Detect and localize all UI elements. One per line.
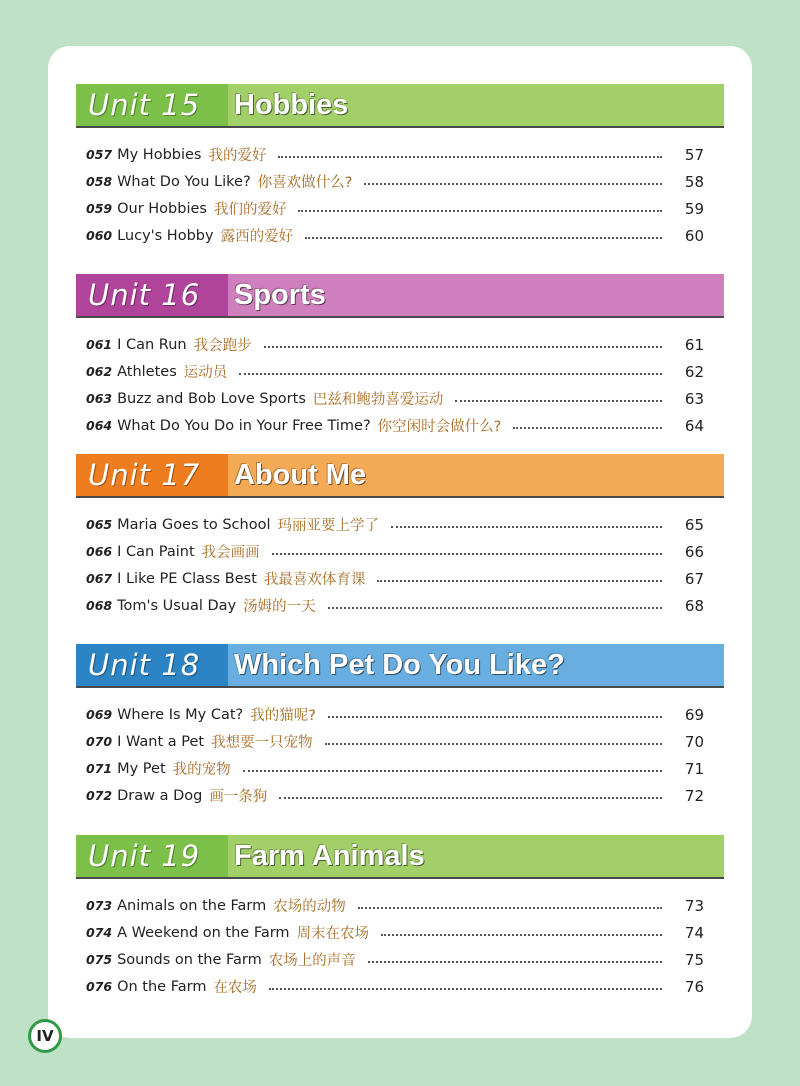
unit-number: Unit 18 xyxy=(76,644,228,686)
lesson-page: 71 xyxy=(684,759,704,778)
lesson-page: 74 xyxy=(684,923,704,942)
lesson-title-en: My Pet xyxy=(117,760,166,777)
lesson-number: 057 xyxy=(86,147,113,162)
lesson-entry[interactable] xyxy=(76,782,724,809)
lesson-page: 66 xyxy=(684,542,704,561)
lesson-entry[interactable] xyxy=(76,331,724,358)
dot-leader xyxy=(269,988,662,990)
lesson-number: 058 xyxy=(86,174,113,189)
lesson-title-en: Animals on the Farm xyxy=(117,897,267,914)
unit-title: About Me xyxy=(228,454,724,496)
unit-section xyxy=(76,84,724,249)
lesson-number: 073 xyxy=(86,898,113,913)
lesson-title-en: A Weekend on the Farm xyxy=(117,924,290,941)
lesson-title-en: My Hobbies xyxy=(117,146,202,163)
lesson-page: 63 xyxy=(684,389,704,408)
unit-section xyxy=(76,835,724,1000)
lesson-title-en: Where Is My Cat? xyxy=(117,706,244,723)
unit-title: Farm Animals xyxy=(228,835,724,877)
lesson-entry[interactable] xyxy=(76,946,724,973)
lesson-entry[interactable] xyxy=(76,892,724,919)
unit-header xyxy=(76,454,724,498)
dot-leader xyxy=(239,373,662,375)
unit-section xyxy=(76,274,724,439)
lesson-title-en: Athletes xyxy=(117,363,177,380)
lesson-entry[interactable] xyxy=(76,141,724,168)
lesson-entry[interactable] xyxy=(76,565,724,592)
lesson-number: 061 xyxy=(86,337,113,352)
dot-leader xyxy=(305,237,662,239)
dot-leader xyxy=(364,183,662,185)
lesson-number: 060 xyxy=(86,228,113,243)
lesson-entry[interactable] xyxy=(76,701,724,728)
lesson-title-cn: 我想要一只宠物 xyxy=(211,735,313,751)
lesson-entry[interactable] xyxy=(76,538,724,565)
lesson-number: 067 xyxy=(86,571,113,586)
lesson-title-en: I Can Run xyxy=(117,336,187,353)
lesson-number: 074 xyxy=(86,925,113,940)
lesson-page: 65 xyxy=(684,515,704,534)
lesson-page: 67 xyxy=(684,569,704,588)
unit-number: Unit 19 xyxy=(76,835,228,877)
lesson-number: 066 xyxy=(86,544,113,559)
lesson-number: 059 xyxy=(86,201,113,216)
dot-leader xyxy=(325,743,662,745)
lesson-page: 69 xyxy=(684,705,704,724)
lesson-entry[interactable] xyxy=(76,728,724,755)
lesson-page: 61 xyxy=(684,335,704,354)
dot-leader xyxy=(391,526,662,528)
dot-leader xyxy=(377,580,662,582)
lesson-title-cn: 农场上的声音 xyxy=(268,953,356,969)
dot-leader xyxy=(513,427,662,429)
lesson-entry[interactable] xyxy=(76,168,724,195)
lesson-number: 064 xyxy=(86,418,113,433)
dot-leader xyxy=(455,400,662,402)
lesson-title-en: Sounds on the Farm xyxy=(117,951,262,968)
lesson-title-cn: 你空闲时会做什么? xyxy=(377,419,502,435)
lesson-title-en: Lucy's Hobby xyxy=(117,227,214,244)
dot-leader xyxy=(243,770,662,772)
unit-title: Which Pet Do You Like? xyxy=(228,644,724,686)
lesson-number: 070 xyxy=(86,734,113,749)
dot-leader xyxy=(328,716,662,718)
lesson-page: 75 xyxy=(684,950,704,969)
lesson-number: 072 xyxy=(86,788,113,803)
lesson-title-cn: 玛丽亚要上学了 xyxy=(277,518,379,534)
dot-leader xyxy=(278,156,662,158)
lesson-title-en: What Do You Do in Your Free Time? xyxy=(117,417,371,434)
unit-title: Sports xyxy=(228,274,724,316)
lesson-title-cn: 我最喜欢体育课 xyxy=(263,572,366,588)
lesson-title-en: Buzz and Bob Love Sports xyxy=(117,390,306,407)
lesson-page: 73 xyxy=(684,896,704,915)
dot-leader xyxy=(272,553,662,555)
dot-leader xyxy=(368,961,662,963)
lesson-title-cn: 我的猫呢? xyxy=(250,708,316,724)
dot-leader xyxy=(328,607,662,609)
lesson-page: 70 xyxy=(684,732,704,751)
lesson-title-cn: 我的爱好 xyxy=(208,148,267,164)
lesson-title-cn: 画一条狗 xyxy=(209,789,268,805)
lesson-entry[interactable] xyxy=(76,222,724,249)
lesson-entry[interactable] xyxy=(76,195,724,222)
unit-number: Unit 17 xyxy=(76,454,228,496)
lesson-number: 076 xyxy=(86,979,113,994)
lesson-title-cn: 我会跑步 xyxy=(193,338,252,354)
lesson-title-en: I Want a Pet xyxy=(117,733,205,750)
lesson-number: 069 xyxy=(86,707,113,722)
unit-number: Unit 15 xyxy=(76,84,228,126)
lesson-title-cn: 在农场 xyxy=(213,980,257,996)
lesson-title-en: Maria Goes to School xyxy=(117,516,271,533)
lesson-entry[interactable] xyxy=(76,973,724,1000)
lesson-title-cn: 我的宠物 xyxy=(172,762,231,778)
lesson-title-cn: 运动员 xyxy=(183,365,228,381)
unit-header xyxy=(76,644,724,688)
lesson-page: 64 xyxy=(684,416,704,435)
lesson-page: 72 xyxy=(684,786,704,805)
lesson-page: 58 xyxy=(684,172,704,191)
lesson-title-en: Our Hobbies xyxy=(117,200,207,217)
dot-leader xyxy=(381,934,662,936)
lesson-title-en: Tom's Usual Day xyxy=(117,597,237,614)
unit-title: Hobbies xyxy=(228,84,724,126)
lesson-title-en: What Do You Like? xyxy=(117,173,251,190)
lesson-page: 68 xyxy=(684,596,704,615)
unit-header xyxy=(76,835,724,879)
lesson-title-en: Draw a Dog xyxy=(117,787,203,804)
lesson-entry[interactable] xyxy=(76,919,724,946)
lesson-title-cn: 周末在农场 xyxy=(296,926,370,942)
lesson-page: 60 xyxy=(684,226,704,245)
lesson-page: 57 xyxy=(684,145,704,164)
lesson-title-en: On the Farm xyxy=(117,978,207,995)
dot-leader xyxy=(279,797,662,799)
lesson-entry[interactable] xyxy=(76,412,724,439)
page-number-badge: IV xyxy=(28,1019,62,1053)
lesson-number: 068 xyxy=(86,598,113,613)
lesson-title-en: I Like PE Class Best xyxy=(117,570,257,587)
lesson-entry[interactable] xyxy=(76,385,724,412)
lesson-page: 76 xyxy=(684,977,704,996)
lesson-title-cn: 巴兹和鲍勃喜爱运动 xyxy=(312,392,444,408)
unit-header xyxy=(76,84,724,128)
lesson-title-en: I Can Paint xyxy=(117,543,195,560)
dot-leader xyxy=(358,907,662,909)
unit-header xyxy=(76,274,724,318)
lesson-entry[interactable] xyxy=(76,592,724,619)
lesson-title-cn: 你喜欢做什么? xyxy=(257,175,353,191)
dot-leader xyxy=(298,210,662,212)
lesson-title-cn: 汤姆的一天 xyxy=(243,599,316,615)
lesson-number: 065 xyxy=(86,517,113,532)
unit-number: Unit 16 xyxy=(76,274,228,316)
lesson-title-cn: 我们的爱好 xyxy=(213,202,287,218)
lesson-number: 063 xyxy=(86,391,113,406)
lesson-number: 075 xyxy=(86,952,113,967)
lesson-entry[interactable] xyxy=(76,511,724,538)
lesson-page: 59 xyxy=(684,199,704,218)
lesson-entry[interactable] xyxy=(76,755,724,782)
toc-page xyxy=(48,46,752,1038)
lesson-page: 62 xyxy=(684,362,704,381)
lesson-number: 071 xyxy=(86,761,113,776)
unit-section xyxy=(76,644,724,809)
unit-section xyxy=(76,454,724,619)
lesson-title-cn: 我会画画 xyxy=(201,545,260,561)
lesson-title-cn: 露西的爱好 xyxy=(220,229,294,245)
lesson-title-cn: 农场的动物 xyxy=(273,899,346,915)
lesson-number: 062 xyxy=(86,364,113,379)
lesson-entry[interactable] xyxy=(76,358,724,385)
dot-leader xyxy=(264,346,662,348)
